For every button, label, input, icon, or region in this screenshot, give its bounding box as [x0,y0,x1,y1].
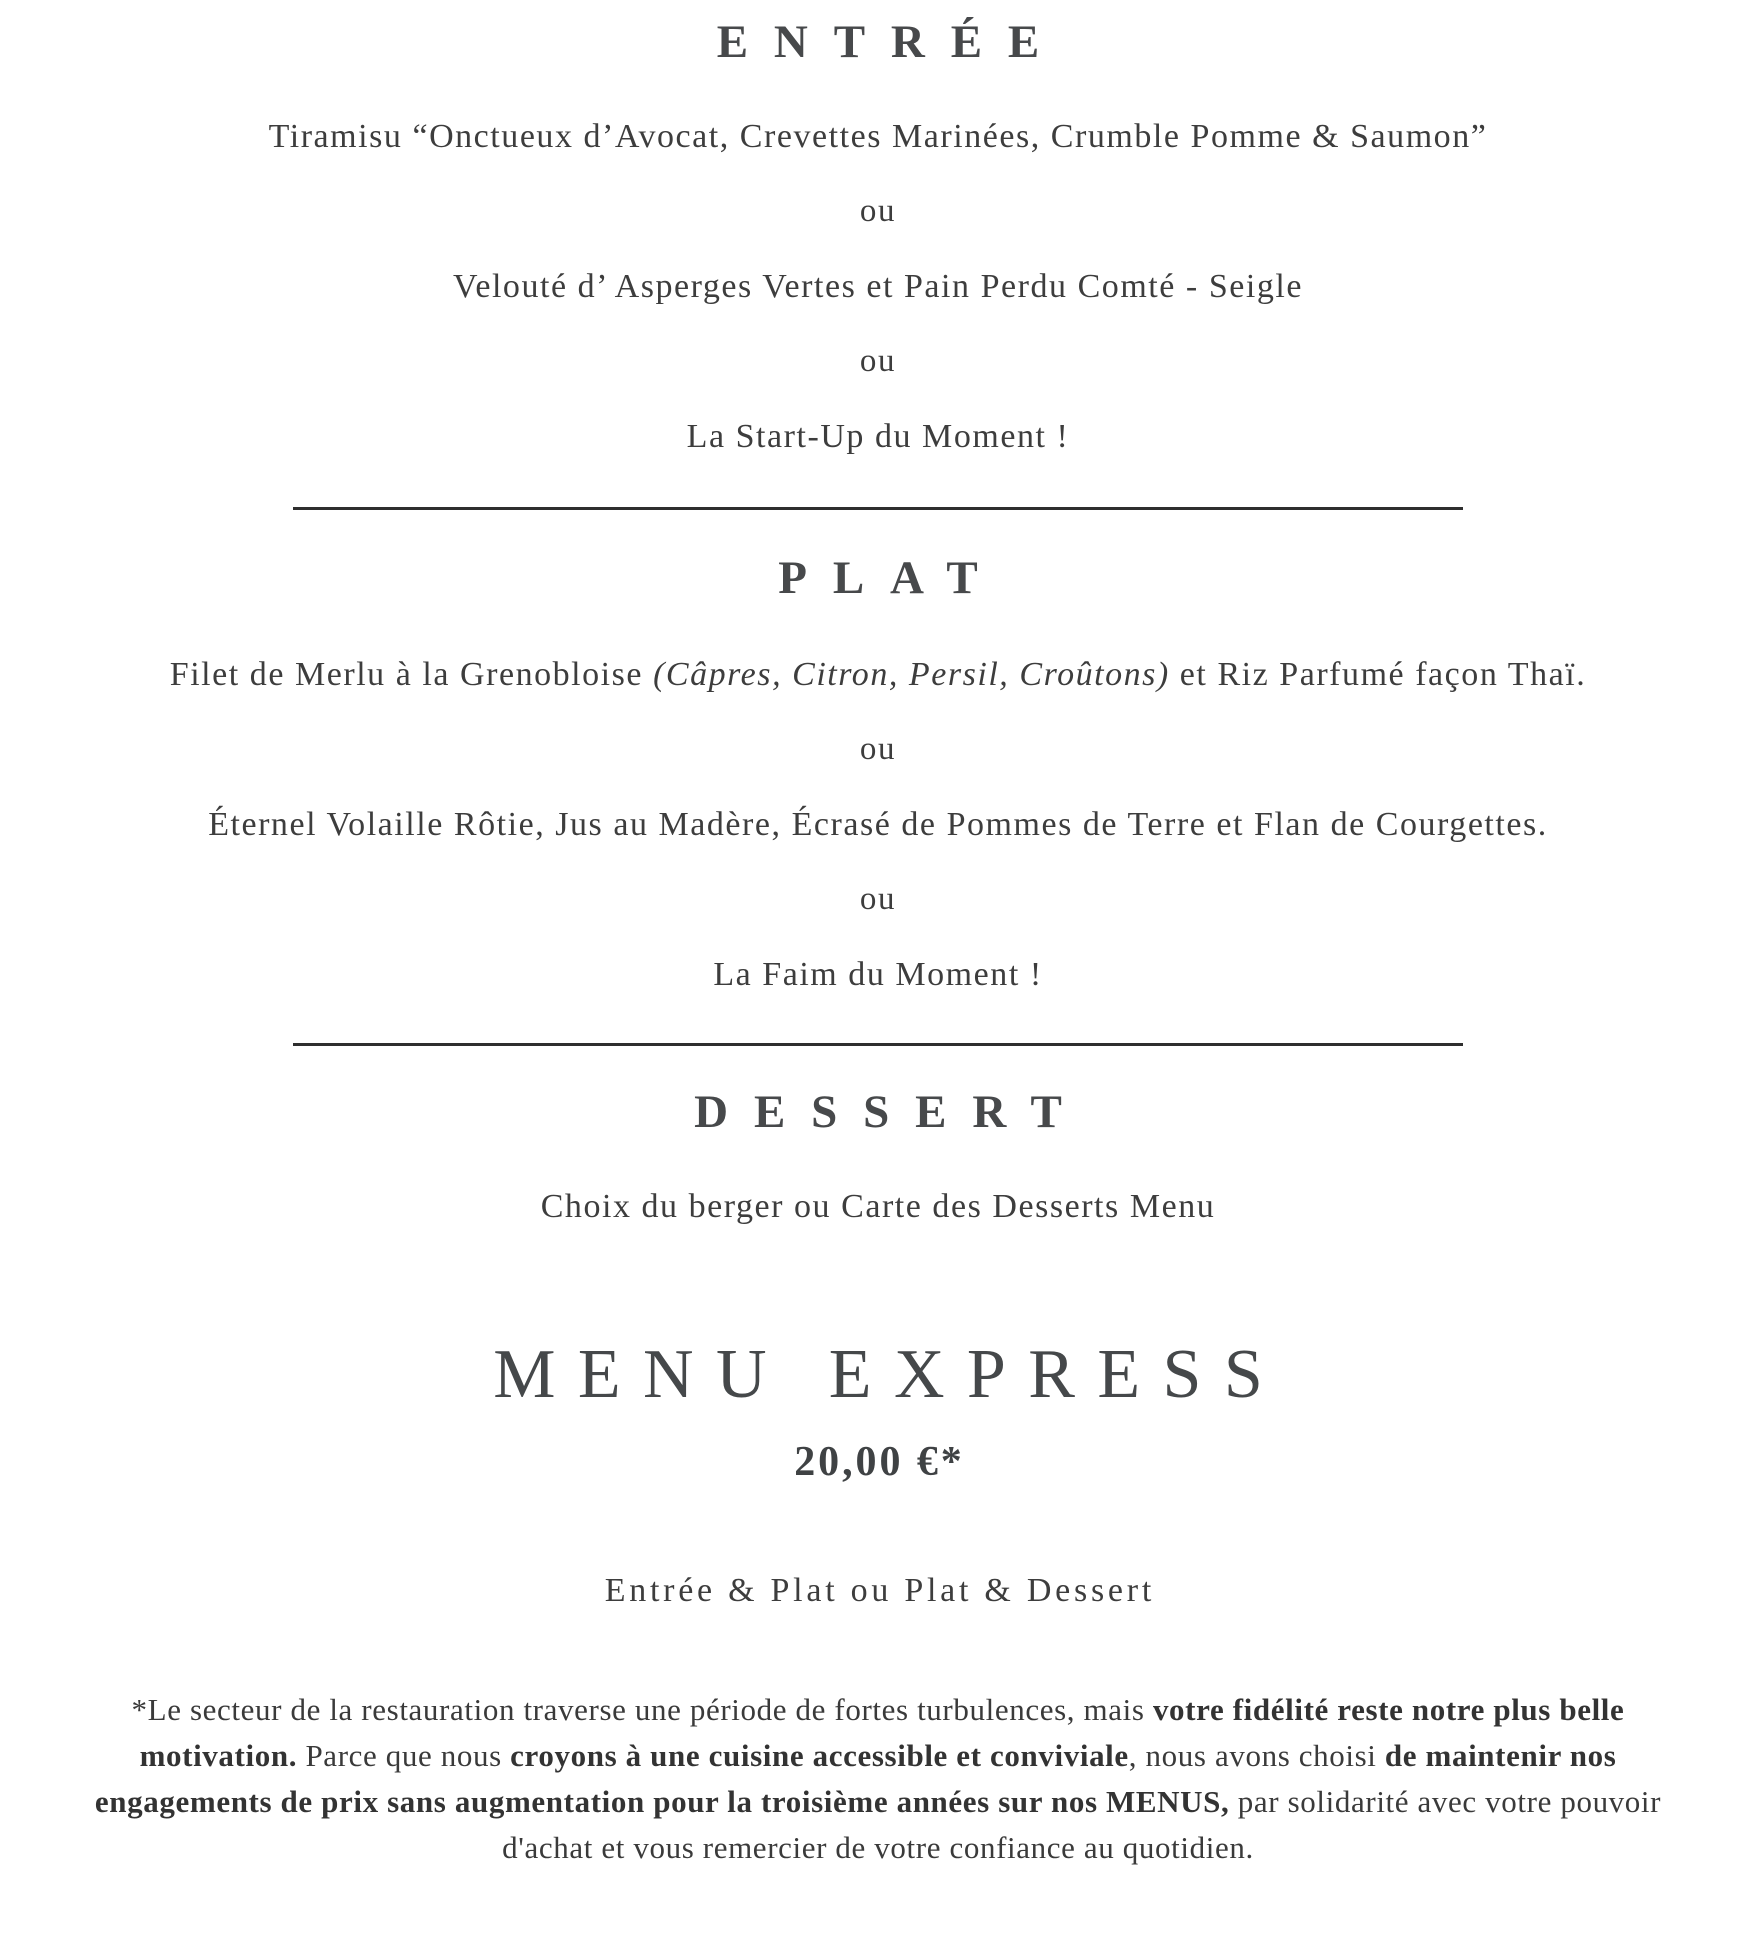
plat-item-merlu-suffix: et Riz Parfumé façon Thaï. [1169,656,1587,693]
plat-item-volaille: Éternel Volaille Rôtie, Jus au Madère, Écrasé de Pommes de Terre et Flan de Courgettes. [208,806,1548,843]
footnote-segment-6-bold: de maintenir nos engagements de prix sans augmentation pour la troisième années sur nos MENUS, [94,1738,1617,1819]
menu-express-title: MENU EXPRESS [493,1336,1286,1413]
entree-item-veloute: Velouté d’ Asperges Vertes et Pain Perdu Comté - Seigle [453,268,1303,305]
footnote-segment-5: , nous avons choisi [1128,1738,1385,1773]
entree-item-tiramisu: Tiramisu “Onctueux d’Avocat, Crevettes Marinées, Crumble Pomme & Saumon” [268,118,1488,155]
menu-express-price: 20,00 €* [794,1439,965,1485]
entree-item-startup: La Start-Up du Moment ! [686,418,1070,455]
section-divider-plat-dessert [293,1043,1463,1046]
plat-item-faim: La Faim du Moment ! [713,956,1043,993]
footnote-segment-2-bold: votre fidélité reste notre plus belle motivation. [139,1692,1625,1773]
entree-or-separator-1: ou [859,193,897,229]
plat-item-merlu [0,654,1756,695]
plat-item-merlu-prefix: Filet de Merlu à la Grenobloise [169,656,654,693]
footnote-segment-7: par solidarité avec votre pouvoir d'achat et vous remercier de votre confiance au quotidien. [502,1784,1662,1865]
entree-or-separator-2: ou [859,343,897,379]
footnote-segment-4-bold: croyons à une cuisine accessible et conviviale [510,1738,1129,1773]
section-divider-entree-plat [293,507,1463,510]
menu-express-description: Entrée & Plat ou Plat & Dessert [604,1572,1156,1609]
plat-or-separator-1: ou [859,731,897,767]
plat-or-separator-2: ou [859,881,897,917]
dessert-section-heading: DESSERT [694,1086,1088,1138]
footnote-segment-1: *Le secteur de la restauration traverse une période de fortes turbulences, mais [131,1692,1153,1727]
dessert-item-choix: Choix du berger ou Carte des Desserts Menu [540,1188,1216,1225]
plat-section-heading: PLAT [778,552,1004,604]
footnote-paragraph [63,1687,1693,1871]
footnote-segment-3: Parce que nous [297,1738,511,1773]
entree-section-heading: ENTRÉE [716,16,1066,68]
plat-item-merlu-garnish: (Câpres, Citron, Persil, Croûtons) [653,656,1170,693]
